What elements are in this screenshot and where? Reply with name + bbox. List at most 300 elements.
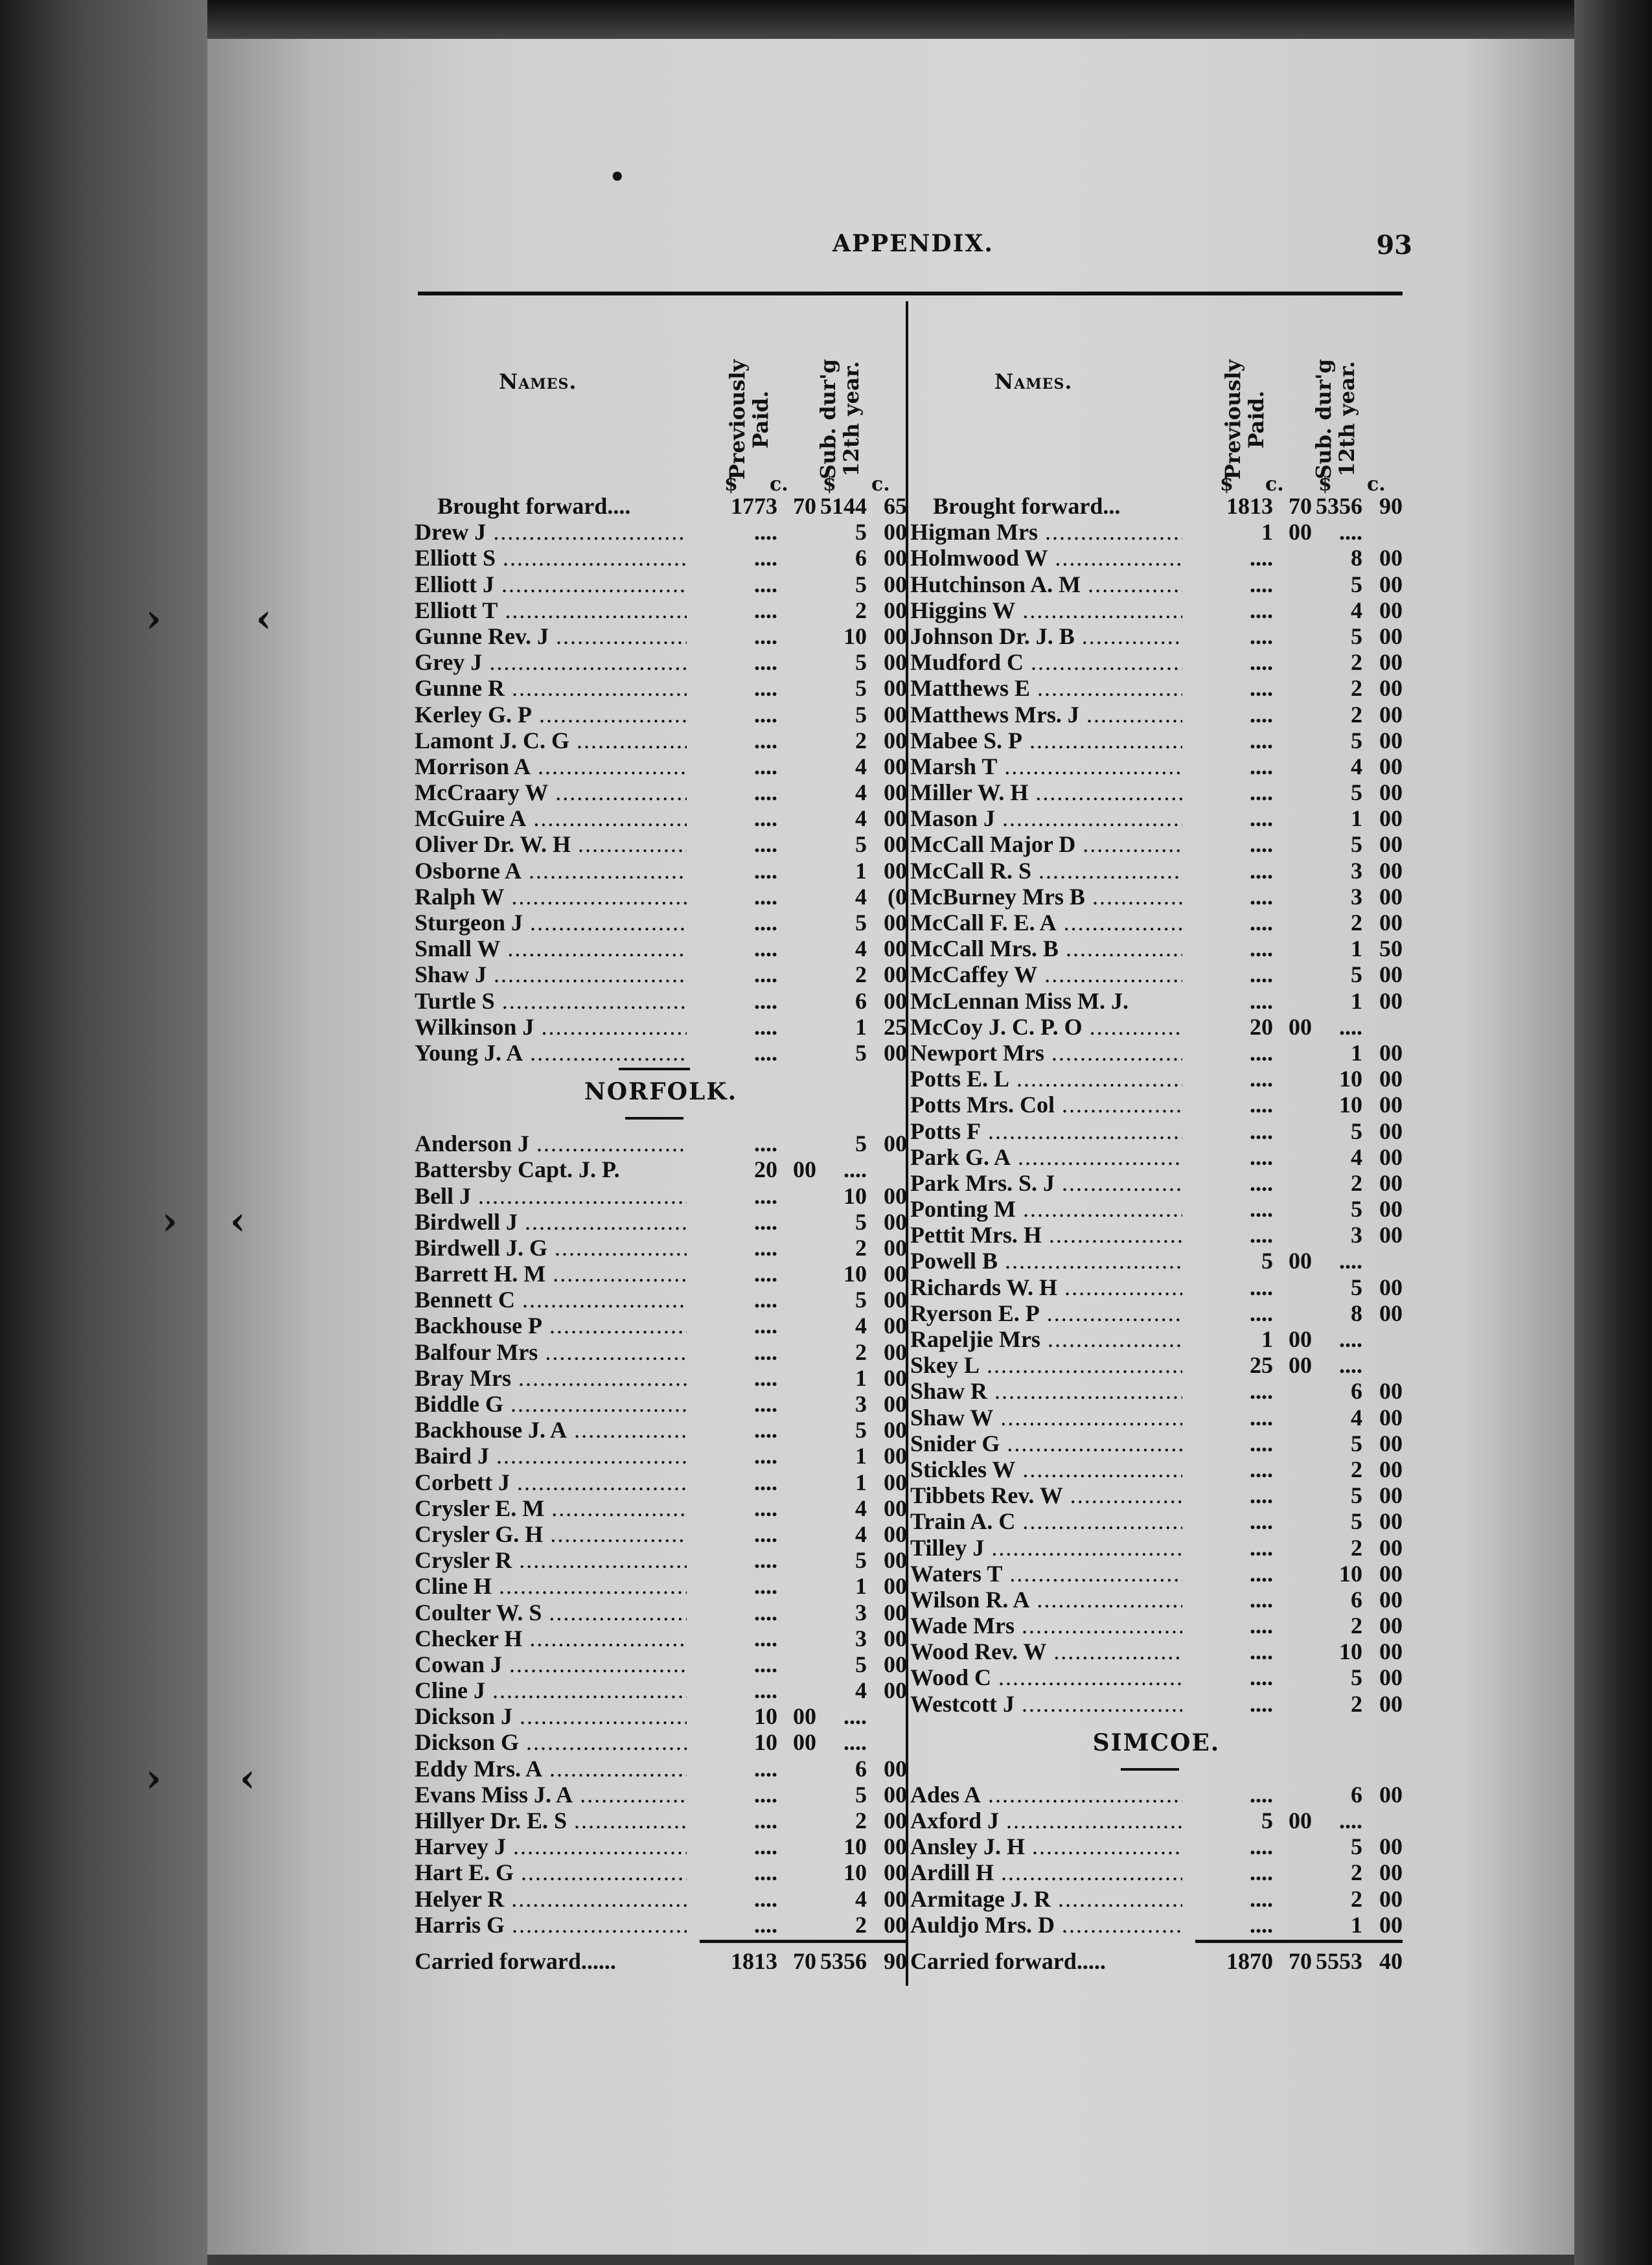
previously-paid-dollars: .... [1250,753,1273,779]
previously-paid-dollars: .... [754,1313,777,1339]
subscription-dollars: 1 [855,1443,867,1469]
unit-label: $ [823,473,836,496]
subscription-cents: 00 [884,1417,907,1443]
page-number: 93 [1376,230,1412,260]
previously-paid-dollars: 10 [754,1729,777,1756]
subscriber-name: McCaffey W ..... [910,961,1182,988]
sub-during-heading: Sub. dur'g 12th year. [816,359,864,479]
subscriber-name: Mudford C ..... [910,649,1182,676]
subscriber-name: Morrison A ..... [415,753,687,780]
previously-paid-dollars: .... [1250,1144,1273,1170]
subscription-dollars: 10 [843,1182,867,1209]
subscriber-list [415,1130,907,1937]
subscriber-name: Matthews Mrs. J ..... [910,701,1182,728]
previously-paid-dollars: .... [754,1495,777,1521]
subscription-cents: 90 [884,1948,907,1974]
subscription-cents: 00 [1379,1196,1403,1223]
ink-mark: • [609,162,626,192]
previously-paid-cents: 70 [793,1948,816,1974]
previously-paid-dollars: .... [754,701,777,728]
subscription-cents: 00 [884,1313,907,1339]
subscriber-name: Crysler E. M ..... [415,1495,687,1522]
previously-paid-dollars: .... [1250,1834,1273,1860]
table-row [415,492,907,518]
previously-paid-dollars: .... [754,1677,777,1704]
subscriber-name: Sturgeon J ..... [415,909,687,936]
table-row [910,1300,1403,1326]
table-row [910,987,1403,1013]
subscription-dollars: 6 [855,545,867,571]
previously-paid-dollars: .... [1250,623,1273,649]
subscriber-name: Wilson R. A ..... [910,1586,1182,1613]
previously-paid-dollars: 5 [1261,1248,1273,1274]
subscription-cents: 00 [1379,1534,1403,1561]
table-row [910,1221,1403,1247]
previously-paid-dollars: .... [1250,1859,1273,1886]
subscription-cents: 00 [884,1521,907,1547]
subscriber-name: Barrett H. M ..... [415,1260,687,1287]
table-row [910,1351,1403,1377]
subscription-cents: 00 [884,779,907,806]
previously-paid-dollars: .... [754,1911,777,1938]
subscription-dollars: 2 [855,1234,867,1261]
subscription-dollars: 5 [1351,1430,1362,1456]
scan-gutter-left [0,0,207,2265]
previously-paid-dollars: .... [1250,1430,1273,1456]
column-header [415,305,907,496]
table-row [910,1833,1403,1859]
subscriber-name: Mabee S. P ..... [910,727,1182,754]
subscriber-name: Miller W. H ..... [910,779,1182,806]
subscription-cents: 00 [884,1834,907,1860]
section-title: NORFOLK. [584,1078,738,1106]
previously-paid-dollars: .... [1250,1534,1273,1561]
previously-paid-dollars: .... [1250,1378,1273,1405]
subscription-cents: 00 [1379,1118,1403,1144]
subscription-cents: 00 [884,1182,907,1209]
table-row [910,883,1403,909]
previously-paid-dollars: .... [1250,1222,1273,1248]
unit-label: c. [1265,473,1284,496]
previously-paid-dollars: .... [1250,805,1273,832]
subscriber-name: Shaw R ..... [910,1377,1182,1405]
table-row [910,1144,1403,1169]
previously-paid-dollars: 1773 [731,493,777,519]
table-row [910,571,1403,597]
previously-paid-dollars: .... [754,675,777,702]
subscription-dollars: 1 [1351,805,1362,832]
table-row [415,1390,907,1416]
subscriber-name: Baird J ..... [415,1442,687,1469]
subscription-dollars: 1 [1351,987,1362,1014]
subscriber-name: Skey L ..... [910,1351,1182,1379]
subscription-cents: (0 [888,883,907,910]
subscription-cents: 00 [884,831,907,858]
subscriber-name: McLennan Miss M. J. [910,987,1129,1014]
previously-paid-dollars: .... [754,1469,777,1495]
previously-paid-dollars: 10 [754,1703,777,1730]
subscriber-name: Axford J ..... [910,1807,1182,1834]
subscription-cents: 00 [884,1808,907,1834]
table-row [910,1885,1403,1911]
subscriber-name: McCall R. S ..... [910,857,1182,884]
table-row [910,909,1403,935]
subscription-cents: 00 [884,571,907,597]
table-row [415,1859,907,1885]
subscription-dollars: 2 [1351,1169,1362,1196]
previously-paid-dollars: .... [1250,1118,1273,1144]
previously-paid-dollars: .... [1250,1613,1273,1639]
table-row [415,753,907,779]
subscriber-name: Dickson J ..... [415,1703,687,1730]
table-row [910,1508,1403,1534]
subscription-dollars: 5 [855,675,867,702]
table-row [910,597,1403,623]
table-row [415,1339,907,1364]
previously-paid-dollars: .... [754,1599,777,1626]
subscription-dollars: 2 [1351,1690,1362,1717]
subscription-cents: 00 [1379,883,1403,910]
subscription-cents: 00 [884,545,907,571]
previously-paid-dollars: .... [754,623,777,649]
previously-paid-dollars: .... [1250,961,1273,988]
subscription-dollars: 10 [843,1859,867,1886]
subscription-cents: 00 [884,649,907,676]
previously-paid-dollars: .... [754,805,777,832]
subscription-cents: 00 [1379,779,1403,806]
subscription-cents: 00 [1379,1586,1403,1613]
subscription-cents: 50 [1379,936,1403,962]
subscriber-name: Bennett C ..... [415,1286,687,1313]
ink-mark: › [146,1756,161,1801]
subscriber-name: Marsh T ..... [910,753,1182,780]
subscription-cents: 00 [1379,831,1403,858]
table-row [415,1651,907,1677]
previously-paid-dollars: .... [754,1182,777,1209]
previously-paid-dollars: .... [754,1573,777,1600]
total-row [415,1948,907,1973]
subscriber-name: Waters T ..... [910,1560,1182,1587]
running-title: APPENDIX. [832,230,994,257]
subscription-dollars: 3 [1351,883,1362,910]
previously-paid-dollars: .... [754,1287,777,1313]
table-row [415,1208,907,1234]
subscription-dollars: 4 [855,753,867,779]
subscriber-name: Snider G ..... [910,1430,1182,1457]
subscriber-name: Potts F ..... [910,1118,1182,1145]
previously-paid-dollars: .... [1250,727,1273,753]
subscription-dollars: 5 [1351,1196,1362,1223]
table-row [910,1065,1403,1091]
table-row [415,649,907,674]
previously-paid-cents: 00 [793,1729,816,1756]
subscriber-name: Johnson Dr. J. B ..... [910,623,1182,650]
table-row [910,727,1403,753]
table-row [415,1677,907,1703]
subscription-cents: 00 [884,1364,907,1391]
previously-paid-dollars: .... [754,1013,777,1040]
table-row [415,1130,907,1156]
previously-paid-dollars: 1870 [1226,1948,1273,1974]
previously-paid-dollars: .... [754,1234,777,1261]
previously-paid-dollars: .... [1250,571,1273,597]
subscriber-name: Park G. A ..... [910,1144,1182,1171]
subscription-dollars: .... [1339,1352,1362,1379]
previously-paid-cents: 00 [1289,1248,1312,1274]
subscriber-name: Mason J ..... [910,805,1182,832]
scan-border-right [1574,0,1652,2265]
section-heading [910,1716,1403,1781]
table-row [415,1013,907,1039]
subscription-cents: 00 [1379,1638,1403,1665]
subscriber-name: McCall F. E. A ..... [910,909,1182,936]
table-row [415,674,907,700]
subscriber-name: Bray Mrs ..... [415,1364,687,1392]
subscriber-name: Ryerson E. P ..... [910,1300,1182,1327]
unit-label: $ [1220,473,1233,496]
table-row [910,1430,1403,1456]
subscription-cents: 00 [1379,1664,1403,1691]
subscriber-name: Cowan J ..... [415,1651,687,1678]
subscription-cents: 00 [1379,1560,1403,1587]
subscription-cents: 00 [1379,987,1403,1014]
previously-paid-dollars: .... [754,831,777,858]
subscription-cents: 00 [1379,701,1403,728]
previously-paid-dollars: 1 [1261,1326,1273,1352]
subscription-dollars: 1 [1351,1911,1362,1938]
subscription-dollars: 5 [855,571,867,597]
subscription-dollars: 5 [855,701,867,728]
previously-paid-dollars: .... [1250,857,1273,884]
previously-paid-cents: 00 [1289,1013,1312,1040]
table-row [415,1833,907,1859]
previously-paid-dollars: .... [754,1755,777,1782]
subscription-cents: 00 [1379,675,1403,702]
subscriber-name: McCall Major D ..... [910,831,1182,858]
previously-paid-dollars: .... [754,1261,777,1287]
subscriber-name: Elliott S ..... [415,544,687,571]
subscription-cents: 00 [884,805,907,832]
previously-paid-dollars: 20 [754,1156,777,1183]
previously-paid-dollars: .... [754,910,777,936]
subscriber-name: Cline H ..... [415,1572,687,1600]
previously-paid-cents: 00 [1289,519,1312,546]
previously-paid-dollars: .... [1250,1638,1273,1665]
subscription-dollars: 5 [855,1417,867,1443]
previously-paid-dollars: 1 [1261,519,1273,546]
table-row [415,1755,907,1781]
subscriber-name: Richards W. H ..... [910,1274,1182,1301]
subscription-cents: 00 [884,727,907,753]
subscription-cents: 00 [884,910,907,936]
subscription-cents: 00 [884,1495,907,1521]
previously-paid-dollars: .... [1250,1039,1273,1066]
table-row [910,649,1403,674]
subscription-cents: 00 [884,1287,907,1313]
subscription-dollars: 3 [855,1625,867,1651]
table-row [415,1039,907,1065]
subscription-cents: 00 [884,936,907,962]
table-row [415,701,907,727]
previously-paid-dollars: .... [754,1834,777,1860]
table-row [910,1247,1403,1273]
subscriber-name: Osborne A ..... [415,857,687,884]
previously-paid-dollars: .... [1250,1781,1273,1808]
table-row [415,1495,907,1521]
previously-paid-cents: 70 [1289,493,1312,519]
table-row [910,544,1403,570]
sub-during-heading: Sub. dur'g 12th year. [1311,359,1359,479]
previously-paid-dollars: .... [1250,701,1273,728]
header-rule [418,292,1403,295]
table-row [415,961,907,987]
subscription-cents: 00 [1379,1911,1403,1938]
subscription-dollars: .... [1339,1248,1362,1274]
subscription-cents: 00 [1379,1859,1403,1886]
subscription-dollars: 2 [1351,1534,1362,1561]
subscriber-name: Holmwood W ..... [910,544,1182,571]
subscription-dollars: 2 [855,1339,867,1365]
subscription-dollars: 5 [1351,1664,1362,1691]
table-row [415,831,907,857]
subscription-dollars: 2 [1351,1885,1362,1912]
subscription-cents: 00 [884,1391,907,1417]
subscription-dollars: 5144 [820,493,867,519]
subscription-dollars: 10 [1339,1638,1362,1665]
subscription-cents: 00 [1379,571,1403,597]
table-row [910,753,1403,779]
subscription-cents: 00 [884,623,907,649]
table-row [415,1703,907,1729]
subscriber-name: Ardill H ..... [910,1859,1182,1886]
table-row [910,1039,1403,1065]
subscription-cents: 00 [1379,1456,1403,1482]
subscription-dollars: 10 [843,1261,867,1287]
subscriber-name: Matthews E ..... [910,674,1182,702]
previously-paid-dollars: .... [754,519,777,546]
table-row [415,1599,907,1625]
subscription-dollars: 5 [1351,831,1362,858]
previously-paid-dollars: .... [1250,831,1273,858]
table-row [910,623,1403,649]
subscription-cents: 00 [884,1781,907,1808]
subscriber-name: Balfour Mrs ..... [415,1339,687,1366]
subscription-dollars: 5 [855,1131,867,1157]
subscriber-name: Drew J ..... [415,518,687,546]
table-row [910,1482,1403,1508]
previously-paid-dollars: .... [1250,1169,1273,1196]
previously-paid-dollars: .... [1250,649,1273,676]
subscriber-name: Oliver Dr. W. H ..... [415,831,687,858]
subscription-dollars: 5 [855,649,867,676]
subscriber-name: Carried forward..... [910,1948,1106,1974]
subscription-dollars: 3 [855,1391,867,1417]
previously-paid-dollars: 5 [1261,1808,1273,1834]
subscription-dollars: 2 [855,727,867,753]
subscriber-name: Hillyer Dr. E. S ..... [415,1807,687,1834]
table-row [415,1442,907,1468]
subscriber-name: Coulter W. S ..... [415,1599,687,1626]
table-row [910,518,1403,544]
subscription-dollars: 4 [1351,753,1362,779]
subscriber-name: Park Mrs. S. J ..... [910,1169,1182,1197]
subscription-dollars: 4 [855,936,867,962]
subscription-cents: 00 [884,1859,907,1886]
previously-paid-cents: 70 [1289,1948,1312,1974]
subscription-cents: 00 [884,1234,907,1261]
subscriber-name: Harris G ..... [415,1911,687,1938]
previously-paid-dollars: .... [754,1131,777,1157]
subscriber-name: Birdwell J. G ..... [415,1234,687,1261]
subscription-cents: 00 [884,1208,907,1235]
subscription-dollars: 4 [855,1495,867,1521]
subscriber-name: Crysler G. H ..... [415,1521,687,1548]
subscription-dollars: 4 [855,883,867,910]
subscription-cents: 00 [884,1443,907,1469]
subscriber-name: Elliott T ..... [415,597,687,624]
table-row [910,1169,1403,1195]
subscription-dollars: 3 [855,1599,867,1626]
total-row [910,1948,1403,1973]
subscriber-name: Corbett J ..... [415,1469,687,1496]
subscription-dollars: 6 [855,1755,867,1782]
table-row [910,1118,1403,1144]
subscriber-name: McCoy J. C. P. O ..... [910,1013,1182,1041]
previously-paid-cents: 00 [1289,1326,1312,1352]
unit-label: c. [770,473,788,496]
subscription-dollars: 10 [1339,1066,1362,1092]
previously-paid-dollars: .... [754,1885,777,1912]
subscriber-list [415,492,907,1065]
carried-forward-row [415,1948,907,1973]
subscription-cents: 90 [1379,493,1403,519]
table-row [415,805,907,831]
previously-paid-dollars: .... [754,1808,777,1834]
subscription-dollars: 1 [855,857,867,884]
table-row [415,1885,907,1911]
subscription-dollars: 5 [855,1651,867,1677]
subscriber-name: Potts Mrs. Col ..... [910,1091,1182,1118]
table-row [910,935,1403,961]
subscriber-name: Harvey J ..... [415,1833,687,1860]
subscriber-name: Wilkinson J ..... [415,1013,687,1041]
previously-paid-dollars: .... [754,753,777,779]
subscription-dollars: .... [843,1703,867,1730]
subscription-dollars: 3 [1351,857,1362,884]
previously-paid-dollars: .... [754,571,777,597]
previously-paid-dollars: .... [1250,987,1273,1014]
subscription-dollars: 1 [1351,1039,1362,1066]
previously-paid-cents: 00 [1289,1352,1312,1379]
subscription-cents: 00 [884,1547,907,1574]
subscription-dollars: 5 [1351,779,1362,806]
table-row [415,1364,907,1390]
subscription-cents: 00 [1379,805,1403,832]
subscription-cents: 00 [884,1911,907,1938]
previously-paid-dollars: .... [754,1443,777,1469]
subscription-cents: 00 [884,857,907,884]
table-row [415,1807,907,1833]
table-row [415,1416,907,1442]
subscriber-name: Lamont J. C. G ..... [415,727,687,754]
previously-paid-cents: 70 [793,493,816,519]
subscription-dollars: 10 [1339,1092,1362,1118]
subscriber-name: Brought forward.... [437,493,631,519]
subscription-dollars: 5 [1351,1274,1362,1300]
table-row [415,571,907,597]
previously-paid-cents: 00 [793,1703,816,1730]
subscription-dollars: 2 [1351,1859,1362,1886]
